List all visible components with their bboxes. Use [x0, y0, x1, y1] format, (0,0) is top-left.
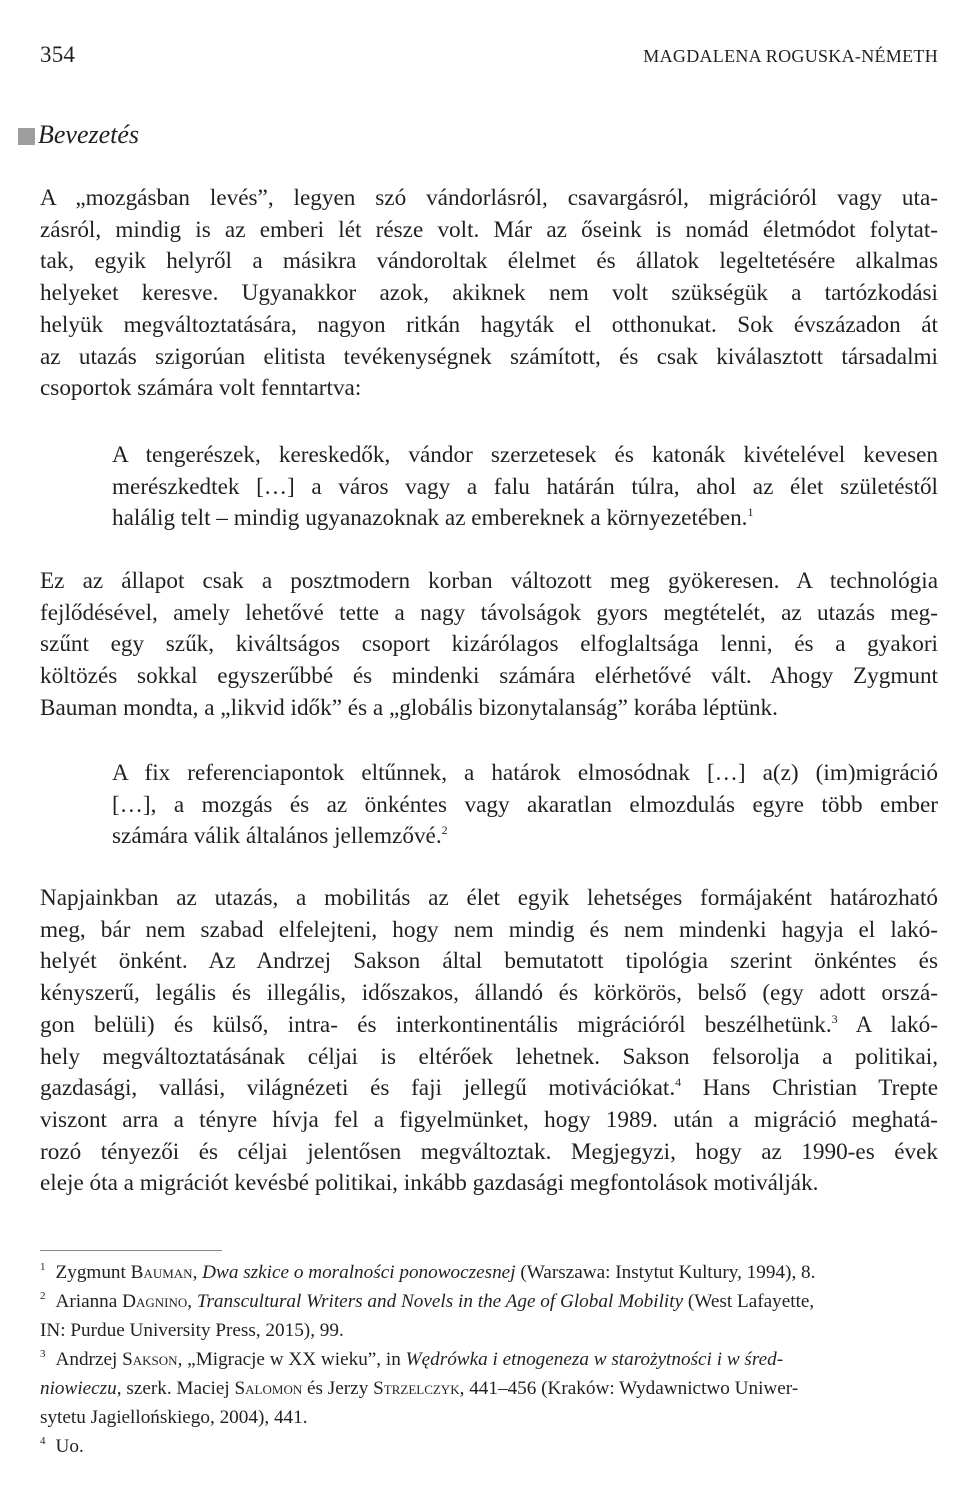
footnote-number: 1 — [40, 1261, 46, 1273]
author-last: Dagnino — [122, 1291, 188, 1312]
text-line: hely megváltoztatásának céljai is eltérőek lehetnek. Sakson felsorolja a politikai, — [40, 1043, 938, 1070]
page-number: 354 — [40, 42, 76, 67]
text-line: A „mozgásban levés”, legyen szó vándorlásról, csavargásról, migrációról vagy uta- — [40, 185, 938, 211]
text-line: helyük megváltoztatására, nagyon ritkán hagyták el otthonukat. Sok évszázadon át — [40, 311, 938, 338]
block-quote-1 — [112, 440, 938, 535]
footnote-3-cont — [40, 1374, 938, 1403]
text-line: helyeket keresve. Ugyanakkor azok, akiknek nem volt szükségük a tartózkodási — [40, 280, 938, 307]
citation-text: , 441–456 (Kraków: Wydawnictwo Uniwer- — [459, 1378, 799, 1399]
footnote-divider — [40, 1250, 222, 1251]
line-text: gazdasági, vallási, világnézeti és faji jellegű motivációkat. — [40, 1075, 676, 1102]
footnote-number: 4 — [40, 1435, 46, 1447]
text-line — [40, 1010, 938, 1042]
running-head: MAGDALENA ROGUSKA-NÉMETH — [643, 46, 938, 66]
citation-rest: (Warszawa: Instytut Kultury, 1994), 8. — [515, 1262, 816, 1283]
separator: , — [187, 1291, 197, 1312]
paragraph-intro — [40, 183, 938, 405]
text-line: szűnt egy szűk, kiváltságos csoport kizárólagos elfoglaltsága lenni, és a gyakori — [40, 631, 938, 658]
footnote-4 — [40, 1432, 938, 1461]
author-first: Andrzej — [55, 1349, 123, 1370]
text-line: rozó tényezői és céljai jelentősen megváltoztak. Megjegyzi, hogy az 1990-es évek — [40, 1138, 938, 1165]
text-line: helyét önként. Az Andrzej Sakson által bemutatott tipológia szerint önkéntes és — [40, 948, 938, 975]
text-line: zásról, mindig is az emberi lét része volt. Már az őseink is nomád életmódot folytat- — [40, 216, 938, 243]
line-text: A lakó- — [837, 1011, 938, 1038]
line-text: gon belüli) és külső, intra- és interkontinentális migrációról beszélhetünk. — [40, 1011, 832, 1038]
author-first: Arianna — [55, 1291, 123, 1312]
work-title: Transcultural Writers and Novels in the Age of Global Mobility — [196, 1291, 684, 1312]
footnote-3-cont: sytetu Jagiellońskiego, 2004), 441. — [40, 1407, 308, 1428]
citation-text: és Jerzy — [302, 1378, 374, 1399]
author-last: Bauman — [130, 1262, 193, 1283]
text-line: merészkedtek […] a város vagy a falu határán túlra, ahol az élet születéstől — [112, 473, 938, 500]
section-heading-text: Bevezetés — [38, 120, 140, 149]
citation-text: , szerk. Maciej — [116, 1378, 235, 1399]
work-title: Dwa szkice o moralności ponowoczesnej — [202, 1262, 516, 1283]
separator: , „Migracje w XX wieku”, in — [177, 1349, 406, 1370]
editor-name: Salomon — [234, 1378, 303, 1399]
text-line — [112, 503, 938, 535]
work-title: niowieczu — [40, 1378, 117, 1399]
footnote-number: 2 — [40, 1290, 46, 1302]
text-line: Napjainkban az utazás, a mobilitás az élet egyik lehetséges formájaként határozható — [40, 885, 938, 911]
text-line: meg, bár nem szabad elfelejteni, hogy nem mindig és nem mindenki hagyja el lakó- — [40, 916, 938, 943]
footnote-3 — [40, 1345, 938, 1374]
footnote-1 — [40, 1258, 938, 1287]
separator: , — [192, 1262, 203, 1283]
footnotes — [40, 1258, 938, 1461]
text-line: csoportok számára volt fenntartva: — [40, 375, 362, 402]
text-line: A fix referenciapontok eltűnnek, a határok elmosódnak […] a(z) (im)migráció — [112, 760, 938, 786]
text-line: Ez az állapot csak a posztmodern korban változott meg gyökeresen. A technológia — [40, 568, 938, 594]
text-line: fejlődésével, amely lehetővé tette a nagy távolságok gyors megtételét, az utazás meg- — [40, 599, 938, 626]
text-line: viszont arra a tényre hívja fel a figyelmünket, hogy 1989. után a migráció meghatá- — [40, 1106, 938, 1133]
text-line: A tengerészek, kereskedők, vándor szerzetesek és katonák kivételével kevesen — [112, 442, 938, 468]
text-line: költözés sokkal egyszerűbbé és mindenki számára elérhetővé vált. Ahogy Zygmunt — [40, 663, 938, 690]
block-quote-2 — [112, 758, 938, 853]
square-bullet-icon — [18, 128, 35, 145]
citation-rest: (West Lafayette, — [683, 1291, 815, 1312]
footnote-ref-2[interactable]: 2 — [441, 823, 448, 838]
footnote-2 — [40, 1287, 938, 1316]
text-line: az utazás szigorúan elitista tevékenységnek számított, és csak kiválasztott társadalmi — [40, 343, 938, 370]
author-first: Zygmunt — [55, 1262, 131, 1283]
footnote-ref-3[interactable]: 3 — [831, 1011, 838, 1026]
author-last: Sakson — [122, 1349, 178, 1370]
paragraph-postmodern — [40, 566, 938, 725]
text-line — [112, 821, 938, 853]
footnote-number: 3 — [40, 1348, 46, 1360]
text-line: […], a mozgás és az önkéntes vagy akaratlan elmozdulás egyre több ember — [112, 791, 938, 818]
text-line: kényszerű, legális és illegális, időszakos, állandó és körkörös, belső (egy adott orszá- — [40, 980, 938, 1007]
text-line: Bauman mondta, a „likvid idők” és a „globális bizonytalanság” korába léptünk. — [40, 694, 778, 721]
quote-text: halálig telt – mindig ugyanazoknak az embereknek a környezetében. — [112, 505, 748, 532]
section-heading — [18, 120, 139, 150]
paragraph-mobility — [40, 883, 938, 1200]
text-line — [40, 1073, 938, 1105]
text-line: tak, egyik helyről a másikra vándoroltak élelmet és állatok legeltetésére alkalmas — [40, 248, 938, 275]
line-text: Hans Christian Trepte — [681, 1075, 938, 1102]
quote-text: számára válik általános jellemzővé. — [112, 823, 442, 850]
footnote-ref-4[interactable]: 4 — [675, 1075, 682, 1090]
citation-text: Uo. — [55, 1436, 84, 1457]
editor-name: Strzelczyk — [373, 1378, 460, 1399]
work-title: Wędrówka i etnogeneza w starożytności i w śred- — [405, 1349, 784, 1370]
footnote-2-cont: IN: Purdue University Press, 2015), 99. — [40, 1320, 344, 1341]
footnote-ref-1[interactable]: 1 — [747, 505, 754, 520]
text-line: eleje óta a migrációt kevésbé politikai, inkább gazdasági megfontolások motiválják. — [40, 1170, 819, 1197]
